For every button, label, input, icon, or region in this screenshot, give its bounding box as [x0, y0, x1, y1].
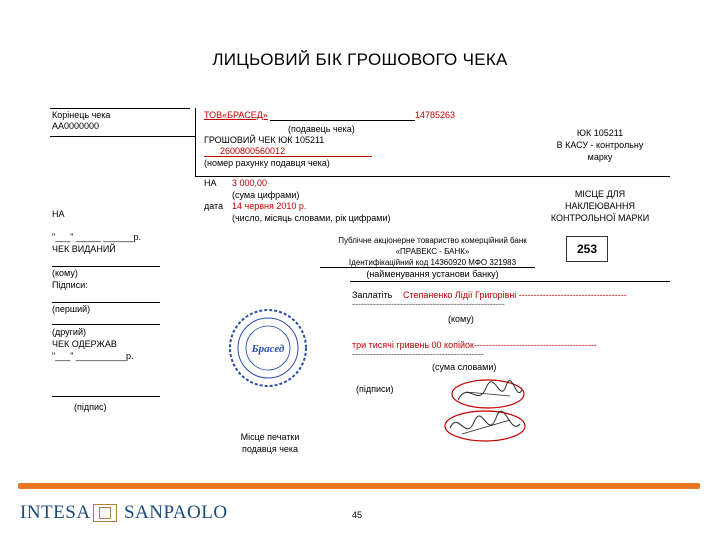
stamp-caption-2: подавця чека	[241, 444, 299, 454]
stub-received: ЧЕК ОДЕРЖАВ	[52, 339, 117, 349]
drawer-code: 14785263	[415, 110, 456, 120]
signatures-hint: (підписи)	[356, 384, 394, 394]
stub-date-line-2: "___" __________р.	[52, 351, 134, 361]
page-number: 45	[352, 510, 363, 520]
control-line-1: ЮК 105211	[576, 128, 624, 138]
stamp-text: Брасед	[251, 343, 285, 355]
bank-underline	[320, 267, 535, 268]
stub-top-line	[50, 108, 190, 109]
amount-na: НА	[204, 178, 217, 188]
bank-line-1: Публічне акціонерне товариство комерційний банк	[338, 236, 527, 245]
payee-dashes: ---------------------------------------------------	[352, 299, 505, 309]
amount-dashes: --------------------------------------------	[352, 349, 484, 359]
date-hint: (число, місяць словами, рік цифрами)	[232, 213, 391, 223]
bank-line-2: «ПРАВЕКС - БАНК»	[395, 247, 470, 256]
drawer-underline	[270, 120, 415, 121]
logo-mark	[93, 504, 117, 522]
stub-line	[52, 266, 160, 267]
stub-first: (перший)	[52, 304, 91, 314]
check-number: ГРОШОВИЙ ЧЕК ЮК 105211	[204, 135, 325, 145]
control-line-2: В КАСУ - контрольну	[556, 140, 644, 150]
logo-intesa: INTESA	[20, 502, 91, 523]
stub-second: (другий)	[52, 327, 86, 337]
footer-stripe	[18, 483, 700, 489]
drawer-label: (подавець чека)	[288, 124, 355, 134]
stub-issued: ЧЕК ВИДАНИЙ	[52, 244, 116, 254]
payee-name: Степаненко Лідії Григорівні ------------------------------------	[403, 290, 627, 300]
frame-horizontal	[350, 281, 670, 282]
amount-label: (сума цифрами)	[232, 190, 300, 200]
stub-na: НА	[52, 209, 65, 219]
stub-signatures: Підписи:	[52, 280, 88, 290]
bank-label: (найменування установи банку)	[366, 269, 499, 279]
stub-number: АА0000000	[52, 121, 100, 131]
frame-horizontal	[195, 176, 670, 177]
stub-header: Корінець чека	[52, 110, 111, 120]
pay-label: Заплатіть	[352, 290, 393, 300]
date-label: дата	[204, 201, 224, 211]
page-title: ЛИЦЬОВИЙ БІК ГРОШОВОГО ЧЕКА	[212, 50, 508, 69]
account-label: (номер рахунку подавця чека)	[204, 158, 330, 168]
stub-signature: (підпис)	[74, 402, 107, 412]
drawer-company: ТОВ«БРАСЕД»	[204, 110, 268, 120]
drawer-account: 2600800560012	[220, 146, 286, 156]
date-value: 14 червня 2010 р.	[232, 201, 307, 211]
logo-sanpaolo: SANPAOLO	[124, 502, 228, 523]
stub-line	[52, 396, 160, 397]
amount-words: три тисячі гривень 00 копійок-----------------------------------------	[352, 340, 597, 350]
stamp-caption-1: Місце печатки	[240, 432, 300, 442]
stamp-place-2: НАКЛЕЮВАННЯ	[565, 201, 635, 211]
stub-line	[52, 302, 160, 303]
stub-date-line: "___" _____ ______р.	[52, 232, 141, 242]
signature-2	[440, 406, 530, 446]
payee-hint: (кому)	[448, 314, 474, 324]
amount-figures: 3 000,00	[232, 178, 268, 188]
stamp-place-3: КОНТРОЛЬНОЇ МАРКИ	[550, 213, 650, 223]
stub-line	[52, 324, 160, 325]
stub-to-whom: (кому)	[52, 268, 78, 278]
account-underline	[204, 156, 372, 157]
bank-line-3: Ідентифікаційний код 14360920 МФО 321983	[348, 258, 517, 267]
stub-divider	[50, 136, 195, 137]
amount-words-hint: (сума словами)	[432, 362, 497, 372]
frame-vertical	[195, 108, 196, 176]
stamp-place-1: МІСЦЕ ДЛЯ	[574, 189, 626, 199]
control-number-box: 253	[566, 236, 608, 262]
control-line-3: марку	[587, 152, 613, 162]
company-stamp	[228, 308, 308, 388]
